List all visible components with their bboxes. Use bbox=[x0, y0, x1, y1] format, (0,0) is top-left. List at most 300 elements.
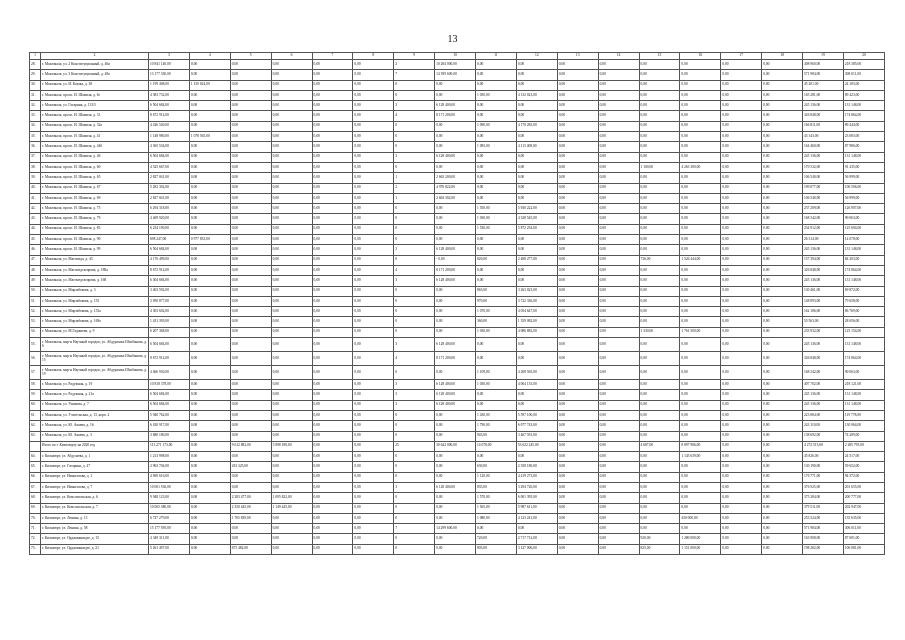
value-cell: 0,00 bbox=[271, 431, 312, 441]
address-cell: г. Махачкала, ул. 3 Конституционный, д. 48а bbox=[41, 70, 149, 80]
value-cell: 0,00 bbox=[312, 265, 353, 275]
value-cell: 106 081,00 bbox=[843, 544, 884, 554]
value-cell: 0,00 bbox=[762, 235, 803, 245]
value-cell: 0,00 bbox=[230, 366, 271, 380]
value-cell: 0,00 bbox=[435, 214, 476, 224]
value-cell: 0,00 bbox=[230, 390, 271, 400]
value-cell: 135 635,00 bbox=[843, 513, 884, 523]
value-cell: 0,00 bbox=[476, 132, 517, 142]
value-cell: 0,00 bbox=[762, 286, 803, 296]
table-row bbox=[30, 307, 885, 317]
value-cell: 4 349 311,00 bbox=[149, 534, 190, 544]
value-cell: 0,00 bbox=[680, 142, 721, 152]
value-cell: 0,00 bbox=[189, 193, 230, 203]
value-cell: 0,00 bbox=[557, 380, 598, 390]
value-cell: 0,00 bbox=[230, 90, 271, 100]
value-cell: 0,00 bbox=[721, 503, 762, 513]
value-cell: 6 504 684,00 bbox=[149, 245, 190, 255]
value-cell: 0,00 bbox=[762, 352, 803, 366]
value-cell: 0,00 bbox=[557, 493, 598, 503]
value-cell: 3 467 591,00 bbox=[516, 431, 557, 441]
row-number: 49. bbox=[30, 276, 41, 286]
value-cell: 0,00 bbox=[312, 513, 353, 523]
value-cell: 1 765 839,00 bbox=[230, 513, 271, 523]
value-cell: 0,00 bbox=[271, 162, 312, 172]
value-cell: 174 864,00 bbox=[843, 111, 884, 121]
column-number-header: 16 bbox=[680, 53, 721, 60]
value-cell: 0,00 bbox=[353, 162, 394, 172]
value-cell: 87 986,00 bbox=[843, 142, 884, 152]
value-cell: 0,00 bbox=[230, 472, 271, 482]
value-cell: 0,00 bbox=[353, 513, 394, 523]
value-cell: 6 001 395,00 bbox=[516, 493, 557, 503]
value-cell: 0,00 bbox=[230, 111, 271, 121]
value-cell: 45 826,00 bbox=[803, 452, 844, 462]
table-row bbox=[30, 162, 885, 172]
value-cell: 0,00 bbox=[271, 193, 312, 203]
column-number-header: 2 bbox=[41, 53, 149, 60]
table-row bbox=[30, 472, 885, 482]
value-cell: 0,00 bbox=[312, 524, 353, 534]
value-cell: 0,00 bbox=[680, 503, 721, 513]
value-cell: 0 bbox=[394, 452, 435, 462]
value-cell: 0,00 bbox=[598, 183, 639, 193]
value-cell: 0,00 bbox=[598, 338, 639, 352]
value-cell: 0,00 bbox=[353, 482, 394, 492]
value-cell: 162 186,00 bbox=[803, 307, 844, 317]
value-cell: 0,00 bbox=[721, 193, 762, 203]
address-cell: г. Махачкала, ул. Ю. Акаева, д. 16 bbox=[41, 421, 149, 431]
address-cell: г. Кизилюрт, ул. Ленина, д. 58 bbox=[41, 524, 149, 534]
row-number: 68. bbox=[30, 493, 41, 503]
value-cell: 0,00 bbox=[353, 152, 394, 162]
table-row bbox=[30, 524, 885, 534]
value-cell: 8 672 912,00 bbox=[149, 111, 190, 121]
value-cell: 0,00 bbox=[721, 400, 762, 410]
value-cell: 0,00 bbox=[271, 121, 312, 131]
value-cell: 0,00 bbox=[189, 245, 230, 255]
value-cell: 0,00 bbox=[312, 80, 353, 90]
value-cell: 0,00 bbox=[353, 352, 394, 366]
value-cell: 130 064,00 bbox=[843, 421, 884, 431]
value-cell: 0,00 bbox=[721, 366, 762, 380]
value-cell: 3 263 023,00 bbox=[516, 286, 557, 296]
value-cell: 0,00 bbox=[312, 493, 353, 503]
value-cell: 4 365 534,00 bbox=[149, 142, 190, 152]
value-cell: 0,00 bbox=[353, 90, 394, 100]
value-cell: 0,00 bbox=[557, 472, 598, 482]
value-cell: 0,00 bbox=[312, 462, 353, 472]
value-cell: 0,00 bbox=[476, 352, 517, 366]
value-cell: 0,00 bbox=[762, 366, 803, 380]
column-number-header: 10 bbox=[435, 53, 476, 60]
value-cell: 0,00 bbox=[230, 338, 271, 352]
value-cell: 0,00 bbox=[435, 142, 476, 152]
table-body bbox=[30, 60, 885, 555]
value-cell: 0,00 bbox=[680, 524, 721, 534]
value-cell: 3 bbox=[394, 101, 435, 111]
address-cell: г. Махачкала, просп. И. Шамиля, д. 83 bbox=[41, 224, 149, 234]
value-cell: 0,00 bbox=[230, 410, 271, 420]
value-cell: 0,00 bbox=[639, 421, 680, 431]
value-cell: 0,00 bbox=[639, 513, 680, 523]
value-cell: 0,00 bbox=[189, 214, 230, 224]
value-cell: 0,00 bbox=[435, 307, 476, 317]
value-cell: 0,00 bbox=[557, 90, 598, 100]
value-cell: 2 827 041,00 bbox=[149, 193, 190, 203]
value-cell: 0,00 bbox=[271, 452, 312, 462]
value-cell: 130 190,00 bbox=[803, 462, 844, 472]
value-cell: 0,00 bbox=[762, 132, 803, 142]
value-cell: 8 171 200,00 bbox=[435, 265, 476, 275]
value-cell: 0,00 bbox=[230, 431, 271, 441]
value-cell: 237 209,00 bbox=[803, 204, 844, 214]
value-cell: 0,00 bbox=[312, 276, 353, 286]
value-cell: 0,00 bbox=[312, 296, 353, 306]
value-cell: 0,00 bbox=[762, 307, 803, 317]
value-cell: 0,00 bbox=[721, 224, 762, 234]
row-number: 37. bbox=[30, 152, 41, 162]
value-cell: 0,00 bbox=[762, 410, 803, 420]
table-row bbox=[30, 173, 885, 183]
value-cell: 89 244,00 bbox=[843, 121, 884, 131]
table-row bbox=[30, 265, 885, 275]
table-row bbox=[30, 400, 885, 410]
value-cell: 0,00 bbox=[189, 121, 230, 131]
value-cell: 0,00 bbox=[721, 111, 762, 121]
value-cell: 0,00 bbox=[312, 193, 353, 203]
address-cell: г. Махачкала, ул. Гагарина, д. 113/5 bbox=[41, 101, 149, 111]
value-cell: 0,00 bbox=[721, 204, 762, 214]
address-cell: г. Кизилюрт, ул. Абдулаева, д. 1 bbox=[41, 452, 149, 462]
value-cell: 0,00 bbox=[762, 462, 803, 472]
value-cell: 245 136,00 bbox=[803, 152, 844, 162]
value-cell: 0,00 bbox=[353, 296, 394, 306]
value-cell: 4 525 667,00 bbox=[149, 162, 190, 172]
value-cell: 0,00 bbox=[230, 245, 271, 255]
value-cell: 0,00 bbox=[353, 60, 394, 70]
row-number: 34. bbox=[30, 121, 41, 131]
value-cell: 0,00 bbox=[721, 327, 762, 337]
value-cell: 0,00 bbox=[353, 317, 394, 327]
value-cell: 0,00 bbox=[598, 452, 639, 462]
value-cell: 0,00 bbox=[721, 452, 762, 462]
value-cell: 0,00 bbox=[312, 410, 353, 420]
value-cell: 24 517,00 bbox=[843, 452, 884, 462]
value-cell: 0,00 bbox=[435, 410, 476, 420]
value-cell: 0,00 bbox=[680, 101, 721, 111]
value-cell: 0,00 bbox=[639, 307, 680, 317]
value-cell: 0,00 bbox=[557, 286, 598, 296]
value-cell: 0,00 bbox=[312, 366, 353, 380]
value-cell: 0,00 bbox=[762, 400, 803, 410]
value-cell: 0,00 bbox=[271, 276, 312, 286]
value-cell: 174 864,00 bbox=[843, 265, 884, 275]
value-cell: 825,00 bbox=[639, 544, 680, 554]
value-cell: 0,00 bbox=[598, 276, 639, 286]
value-cell: 131 148,00 bbox=[843, 390, 884, 400]
value-cell: 0,00 bbox=[435, 317, 476, 327]
table-row bbox=[30, 245, 885, 255]
value-cell: 945,00 bbox=[476, 431, 517, 441]
value-cell: 0,00 bbox=[598, 380, 639, 390]
value-cell: 0,00 bbox=[557, 173, 598, 183]
value-cell: 433 325,00 bbox=[230, 462, 271, 472]
value-cell: 4 466 930,00 bbox=[149, 366, 190, 380]
value-cell: 0,00 bbox=[762, 224, 803, 234]
value-cell: 3 898 188,00 bbox=[271, 441, 312, 451]
value-cell: 0 bbox=[394, 513, 435, 523]
value-cell: 0,00 bbox=[353, 421, 394, 431]
value-cell: 5 940 762,00 bbox=[149, 410, 190, 420]
header-row bbox=[30, 53, 885, 60]
value-cell: 0,00 bbox=[230, 400, 271, 410]
value-cell: 3 127 006,00 bbox=[516, 544, 557, 554]
table-row bbox=[30, 80, 885, 90]
value-cell: 4 123 241,00 bbox=[516, 513, 557, 523]
value-cell: 245 136,00 bbox=[803, 101, 844, 111]
value-cell: 0,00 bbox=[557, 352, 598, 366]
value-cell: 0,00 bbox=[312, 431, 353, 441]
value-cell: 0,00 bbox=[516, 390, 557, 400]
address-cell: г. Махачкала, ул. Радужная, д. 19 bbox=[41, 380, 149, 390]
value-cell: 0,00 bbox=[189, 224, 230, 234]
value-cell: 94 572,00 bbox=[843, 472, 884, 482]
value-cell: 0,00 bbox=[639, 80, 680, 90]
value-cell: 0,00 bbox=[230, 142, 271, 152]
value-cell: 223 884,00 bbox=[803, 410, 844, 420]
address-cell: г. Кизилюрт, ул. Имангазова, д. 1 bbox=[41, 472, 149, 482]
value-cell: 0,00 bbox=[598, 60, 639, 70]
value-cell: 0,00 bbox=[353, 441, 394, 451]
value-cell: 0 bbox=[394, 493, 435, 503]
value-cell: 0,00 bbox=[476, 80, 517, 90]
address-cell: г. Махачкала, ул. И. Казака, д. 38 bbox=[41, 80, 149, 90]
table-row bbox=[30, 421, 885, 431]
value-cell: 0,00 bbox=[230, 173, 271, 183]
column-number-header: 11 bbox=[476, 53, 517, 60]
value-cell: 1 095 822,00 bbox=[271, 493, 312, 503]
value-cell: 820,00 bbox=[476, 255, 517, 265]
value-cell: 0,00 bbox=[557, 70, 598, 80]
value-cell: 4 419 273,00 bbox=[516, 472, 557, 482]
address-cell: г. Махачкала, просп. И. Шамиля, д. 65 bbox=[41, 173, 149, 183]
value-cell: 0,00 bbox=[476, 338, 517, 352]
address-cell: г. Махачкала, просп. И. Шамиля, д. 6г bbox=[41, 90, 149, 100]
value-cell: 0,00 bbox=[639, 366, 680, 380]
value-cell: 0,00 bbox=[598, 152, 639, 162]
row-number: 59. bbox=[30, 390, 41, 400]
table-row bbox=[30, 366, 885, 380]
value-cell: 0,00 bbox=[312, 452, 353, 462]
value-cell: 0,00 bbox=[353, 524, 394, 534]
value-cell: 0,00 bbox=[762, 493, 803, 503]
value-cell: 0,00 bbox=[557, 265, 598, 275]
value-cell: 0,00 bbox=[598, 255, 639, 265]
value-cell: 0 bbox=[394, 431, 435, 441]
value-cell: 0,00 bbox=[271, 152, 312, 162]
value-cell: 170 532,00 bbox=[803, 162, 844, 172]
value-cell: 0,00 bbox=[680, 245, 721, 255]
value-cell: 6 128 400,00 bbox=[435, 101, 476, 111]
table-row bbox=[30, 121, 885, 131]
value-cell: 0,00 bbox=[516, 101, 557, 111]
value-cell: 0,00 bbox=[312, 70, 353, 80]
value-cell: 0,00 bbox=[271, 400, 312, 410]
value-cell: 0,00 bbox=[312, 121, 353, 131]
value-cell: 2 717 712,00 bbox=[516, 534, 557, 544]
row-number: 45. bbox=[30, 235, 41, 245]
value-cell: 157 394,00 bbox=[803, 255, 844, 265]
value-cell: 14 078,00 bbox=[843, 235, 884, 245]
value-cell: 0,00 bbox=[680, 307, 721, 317]
value-cell: 0,00 bbox=[639, 70, 680, 80]
value-cell: 0,00 bbox=[230, 121, 271, 131]
value-cell: 25 bbox=[394, 441, 435, 451]
value-cell: 26 314,00 bbox=[803, 235, 844, 245]
total-row bbox=[30, 441, 885, 451]
value-cell: 1 330,00 bbox=[639, 327, 680, 337]
column-number-header: 17 bbox=[721, 53, 762, 60]
value-cell: 0,00 bbox=[189, 307, 230, 317]
value-cell: 326 848,00 bbox=[803, 265, 844, 275]
value-cell: 1 090,00 bbox=[476, 121, 517, 131]
value-cell: 0,00 bbox=[312, 317, 353, 327]
value-cell: 0,00 bbox=[435, 132, 476, 142]
value-cell: 0,00 bbox=[230, 380, 271, 390]
column-number-header: 19 bbox=[803, 53, 844, 60]
value-cell: 6 504 684,00 bbox=[149, 101, 190, 111]
value-cell: 0,00 bbox=[435, 452, 476, 462]
value-cell: 970,00 bbox=[476, 296, 517, 306]
value-cell: 805,00 bbox=[476, 544, 517, 554]
value-cell: 0,00 bbox=[680, 132, 721, 142]
value-cell: 6 504 684,00 bbox=[149, 390, 190, 400]
value-cell: 1 790,00 bbox=[476, 421, 517, 431]
value-cell: 0,00 bbox=[598, 70, 639, 80]
value-cell: 0,00 bbox=[598, 327, 639, 337]
value-cell: 4 176 499,00 bbox=[149, 255, 190, 265]
value-cell: 0,00 bbox=[762, 204, 803, 214]
value-cell: 0,00 bbox=[680, 60, 721, 70]
value-cell: 0,00 bbox=[762, 513, 803, 523]
value-cell: 5 597 100,00 bbox=[516, 410, 557, 420]
value-cell: 0 bbox=[394, 224, 435, 234]
value-cell: 138 692,00 bbox=[803, 431, 844, 441]
value-cell: 0,00 bbox=[598, 544, 639, 554]
value-cell: 0,00 bbox=[312, 235, 353, 245]
value-cell: 0,00 bbox=[312, 90, 353, 100]
value-cell: 4 690 616,00 bbox=[149, 472, 190, 482]
value-cell: 0,00 bbox=[557, 503, 598, 513]
value-cell: 4 976 822,00 bbox=[435, 183, 476, 193]
address-cell: г. Махачкала, ул. Мирзабекова, д. 153а bbox=[41, 307, 149, 317]
value-cell: 0,00 bbox=[189, 142, 230, 152]
value-cell: 0,00 bbox=[639, 400, 680, 410]
value-cell: 0,00 bbox=[762, 90, 803, 100]
value-cell: 0,00 bbox=[762, 111, 803, 121]
value-cell: 9 612 882,00 bbox=[230, 441, 271, 451]
value-cell: 0,00 bbox=[680, 111, 721, 121]
value-cell: 0,00 bbox=[230, 204, 271, 214]
value-cell: 0,00 bbox=[639, 193, 680, 203]
value-cell: 0,00 bbox=[598, 265, 639, 275]
address-cell: Итого по г. Кизилюрту на 2020 год bbox=[41, 441, 149, 451]
value-cell: 168 342,00 bbox=[803, 214, 844, 224]
value-cell: 164 460,00 bbox=[803, 142, 844, 152]
value-cell: 0,00 bbox=[516, 245, 557, 255]
value-cell: 0,00 bbox=[639, 204, 680, 214]
value-cell: 0,00 bbox=[598, 162, 639, 172]
value-cell: 59 652,00 bbox=[843, 462, 884, 472]
value-cell: 0,00 bbox=[435, 286, 476, 296]
address-cell: г. Махачкала, просп. И. Шамиля, д. 75 bbox=[41, 204, 149, 214]
value-cell: 2 358 180,00 bbox=[516, 462, 557, 472]
value-cell: 0,00 bbox=[230, 307, 271, 317]
value-cell: 0 bbox=[394, 142, 435, 152]
value-cell: 0,00 bbox=[271, 366, 312, 380]
value-cell: 0,00 bbox=[598, 352, 639, 366]
value-cell: 0,00 bbox=[680, 121, 721, 131]
value-cell: 0,00 bbox=[680, 224, 721, 234]
value-cell: 0,00 bbox=[435, 503, 476, 513]
value-cell: 6 128 400,00 bbox=[435, 380, 476, 390]
value-cell: 0,00 bbox=[189, 410, 230, 420]
value-cell: 4 263 300,00 bbox=[680, 162, 721, 172]
value-cell: 0,00 bbox=[557, 441, 598, 451]
value-cell: 0,00 bbox=[598, 493, 639, 503]
column-number-header: 8 bbox=[353, 53, 394, 60]
value-cell: 0,00 bbox=[189, 265, 230, 275]
value-cell: 6 128 400,00 bbox=[435, 245, 476, 255]
value-cell: 0,00 bbox=[476, 400, 517, 410]
value-cell: 0,00 bbox=[598, 472, 639, 482]
value-cell: 571 984,00 bbox=[803, 524, 844, 534]
address-cell: г. Махачкала, ул. Мирзабекова, д. 153 bbox=[41, 296, 149, 306]
value-cell: 0,00 bbox=[312, 472, 353, 482]
value-cell: 0,00 bbox=[557, 390, 598, 400]
value-cell: 0 bbox=[394, 410, 435, 420]
value-cell: 0,00 bbox=[271, 421, 312, 431]
value-cell: 0,00 bbox=[598, 390, 639, 400]
value-cell: 0,00 bbox=[230, 352, 271, 366]
value-cell: 0,00 bbox=[557, 142, 598, 152]
address-cell: г. Махачкала, просп. И. Шамиля, д. 69 bbox=[41, 193, 149, 203]
value-cell: 0,00 bbox=[598, 431, 639, 441]
value-cell: 1 151 000,00 bbox=[680, 544, 721, 554]
value-cell: 0 bbox=[394, 90, 435, 100]
value-cell: 0,00 bbox=[721, 462, 762, 472]
value-cell: 56 999,00 bbox=[843, 193, 884, 203]
value-cell: 0,00 bbox=[762, 255, 803, 265]
value-cell: 0,00 bbox=[516, 173, 557, 183]
value-cell: 0,00 bbox=[476, 390, 517, 400]
value-cell: 0,00 bbox=[353, 534, 394, 544]
row-number: 29. bbox=[30, 70, 41, 80]
value-cell: 0,00 bbox=[516, 338, 557, 352]
value-cell: 0,00 bbox=[680, 204, 721, 214]
value-cell: 14 078,00 bbox=[476, 441, 517, 451]
value-cell: 0,00 bbox=[721, 410, 762, 420]
value-cell: 0,00 bbox=[353, 204, 394, 214]
value-cell: 2 350 445,00 bbox=[230, 503, 271, 513]
value-cell: 0,00 bbox=[762, 152, 803, 162]
value-cell: 0,00 bbox=[557, 462, 598, 472]
value-cell: 0,00 bbox=[230, 152, 271, 162]
value-cell: 0,00 bbox=[435, 162, 476, 172]
value-cell: 0,00 bbox=[312, 503, 353, 513]
value-cell: 0,00 bbox=[680, 421, 721, 431]
